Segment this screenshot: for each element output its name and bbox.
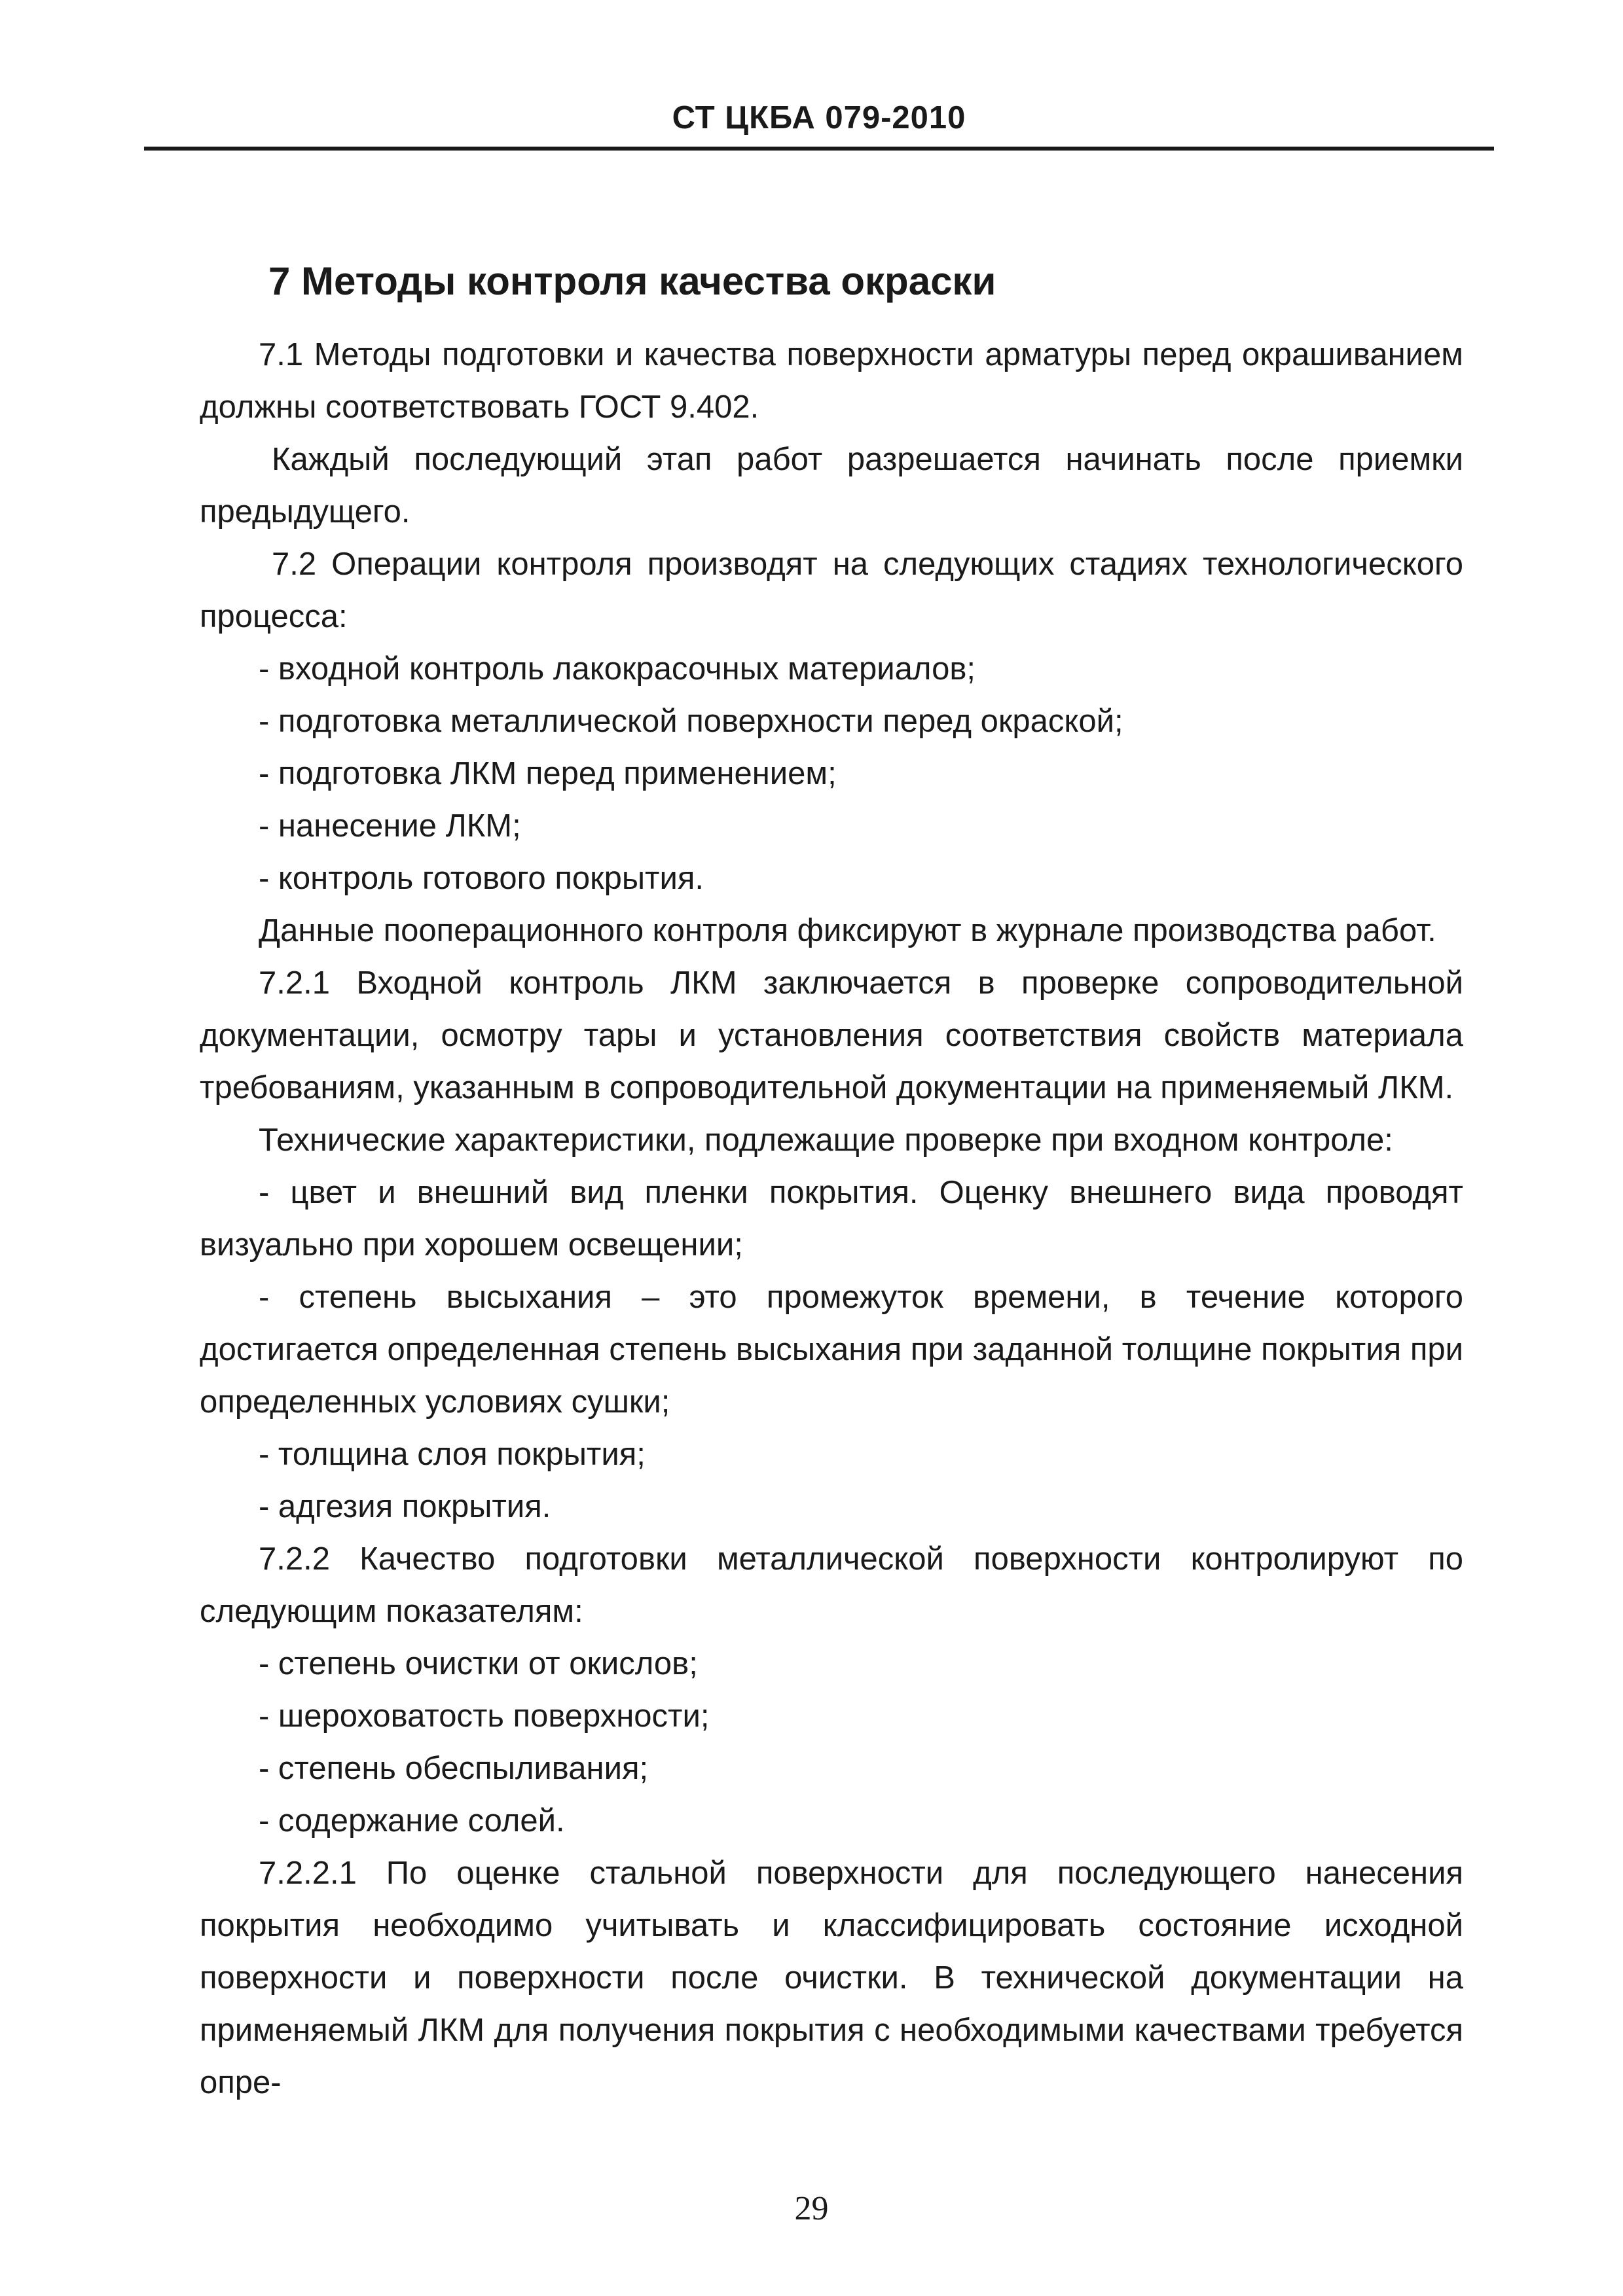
list-item: - цвет и внешний вид пленки покрытия. Оценку внешнего вида проводят визуально при хорошем освещении; bbox=[200, 1175, 1463, 1263]
list-item: - нанесение ЛКМ; bbox=[259, 808, 521, 844]
list-item: - толщина слоя покрытия; bbox=[259, 1437, 646, 1472]
list-item: - шероховатость поверхности; bbox=[259, 1698, 710, 1734]
list-item: - входной контроль лакокрасочных материалов; bbox=[259, 651, 976, 687]
body-text bbox=[200, 329, 1463, 2109]
paragraph-tech-characteristics: Технические характеристики, подлежащие проверке при входном контроле: bbox=[259, 1122, 1393, 1158]
header-divider bbox=[144, 147, 1494, 151]
list-item: - контроль готового покрытия. bbox=[259, 861, 704, 896]
list-item: - степень высыхания – это промежуток времени, в течение которого достигается определенная степень высыхания при заданной толщине покрытия при определенных условиях сушки; bbox=[200, 1280, 1463, 1420]
paragraph-7-2-2-1: 7.2.2.1 По оценке стальной поверхности для последующего нанесения покрытия необходимо учитывать и классифицировать состояние исходной поверхности и поверхности после очистки. В технической документации на применяемый ЛКМ для получения покрытия с необходимыми качествами требуется опре- bbox=[200, 1856, 1463, 2100]
list-item: - степень очистки от окислов; bbox=[259, 1646, 698, 1681]
list-item: - подготовка ЛКМ перед применением; bbox=[259, 756, 837, 791]
section-title: 7 Методы контроля качества окраски bbox=[268, 259, 996, 303]
page-number: 29 bbox=[794, 2190, 829, 2227]
paragraph-7-2-2: 7.2.2 Качество подготовки металлической поверхности контролируют по следующим показателям: bbox=[200, 1541, 1463, 1629]
paragraph-each-stage: Каждый последующий этап работ разрешается начинать после приемки предыдущего. bbox=[200, 442, 1463, 529]
list-item: - степень обеспыливания; bbox=[259, 1751, 649, 1786]
list-item: - адгезия покрытия. bbox=[259, 1489, 551, 1524]
list-item: - подготовка металлической поверхности перед окраской; bbox=[259, 704, 1123, 739]
paragraph-7-1: 7.1 Методы подготовки и качества поверхности арматуры перед окрашиванием должны соответствовать ГОСТ 9.402. bbox=[200, 337, 1463, 425]
paragraph-control-data: Данные пооперационного контроля фиксируют в журнале производства работ. bbox=[259, 913, 1436, 948]
paragraph-7-2: 7.2 Операции контроля производят на следующих стадиях технологического процесса: bbox=[200, 547, 1463, 634]
document-code: СТ ЦКБА 079-2010 bbox=[672, 100, 966, 135]
paragraph-7-2-1: 7.2.1 Входной контроль ЛКМ заключается в проверке сопроводительной документации, осмотру тары и установления соответствия свойств материала требованиям, указанным в сопроводительной документации на применяемый ЛКМ. bbox=[200, 965, 1463, 1105]
list-item: - содержание солей. bbox=[259, 1803, 565, 1839]
